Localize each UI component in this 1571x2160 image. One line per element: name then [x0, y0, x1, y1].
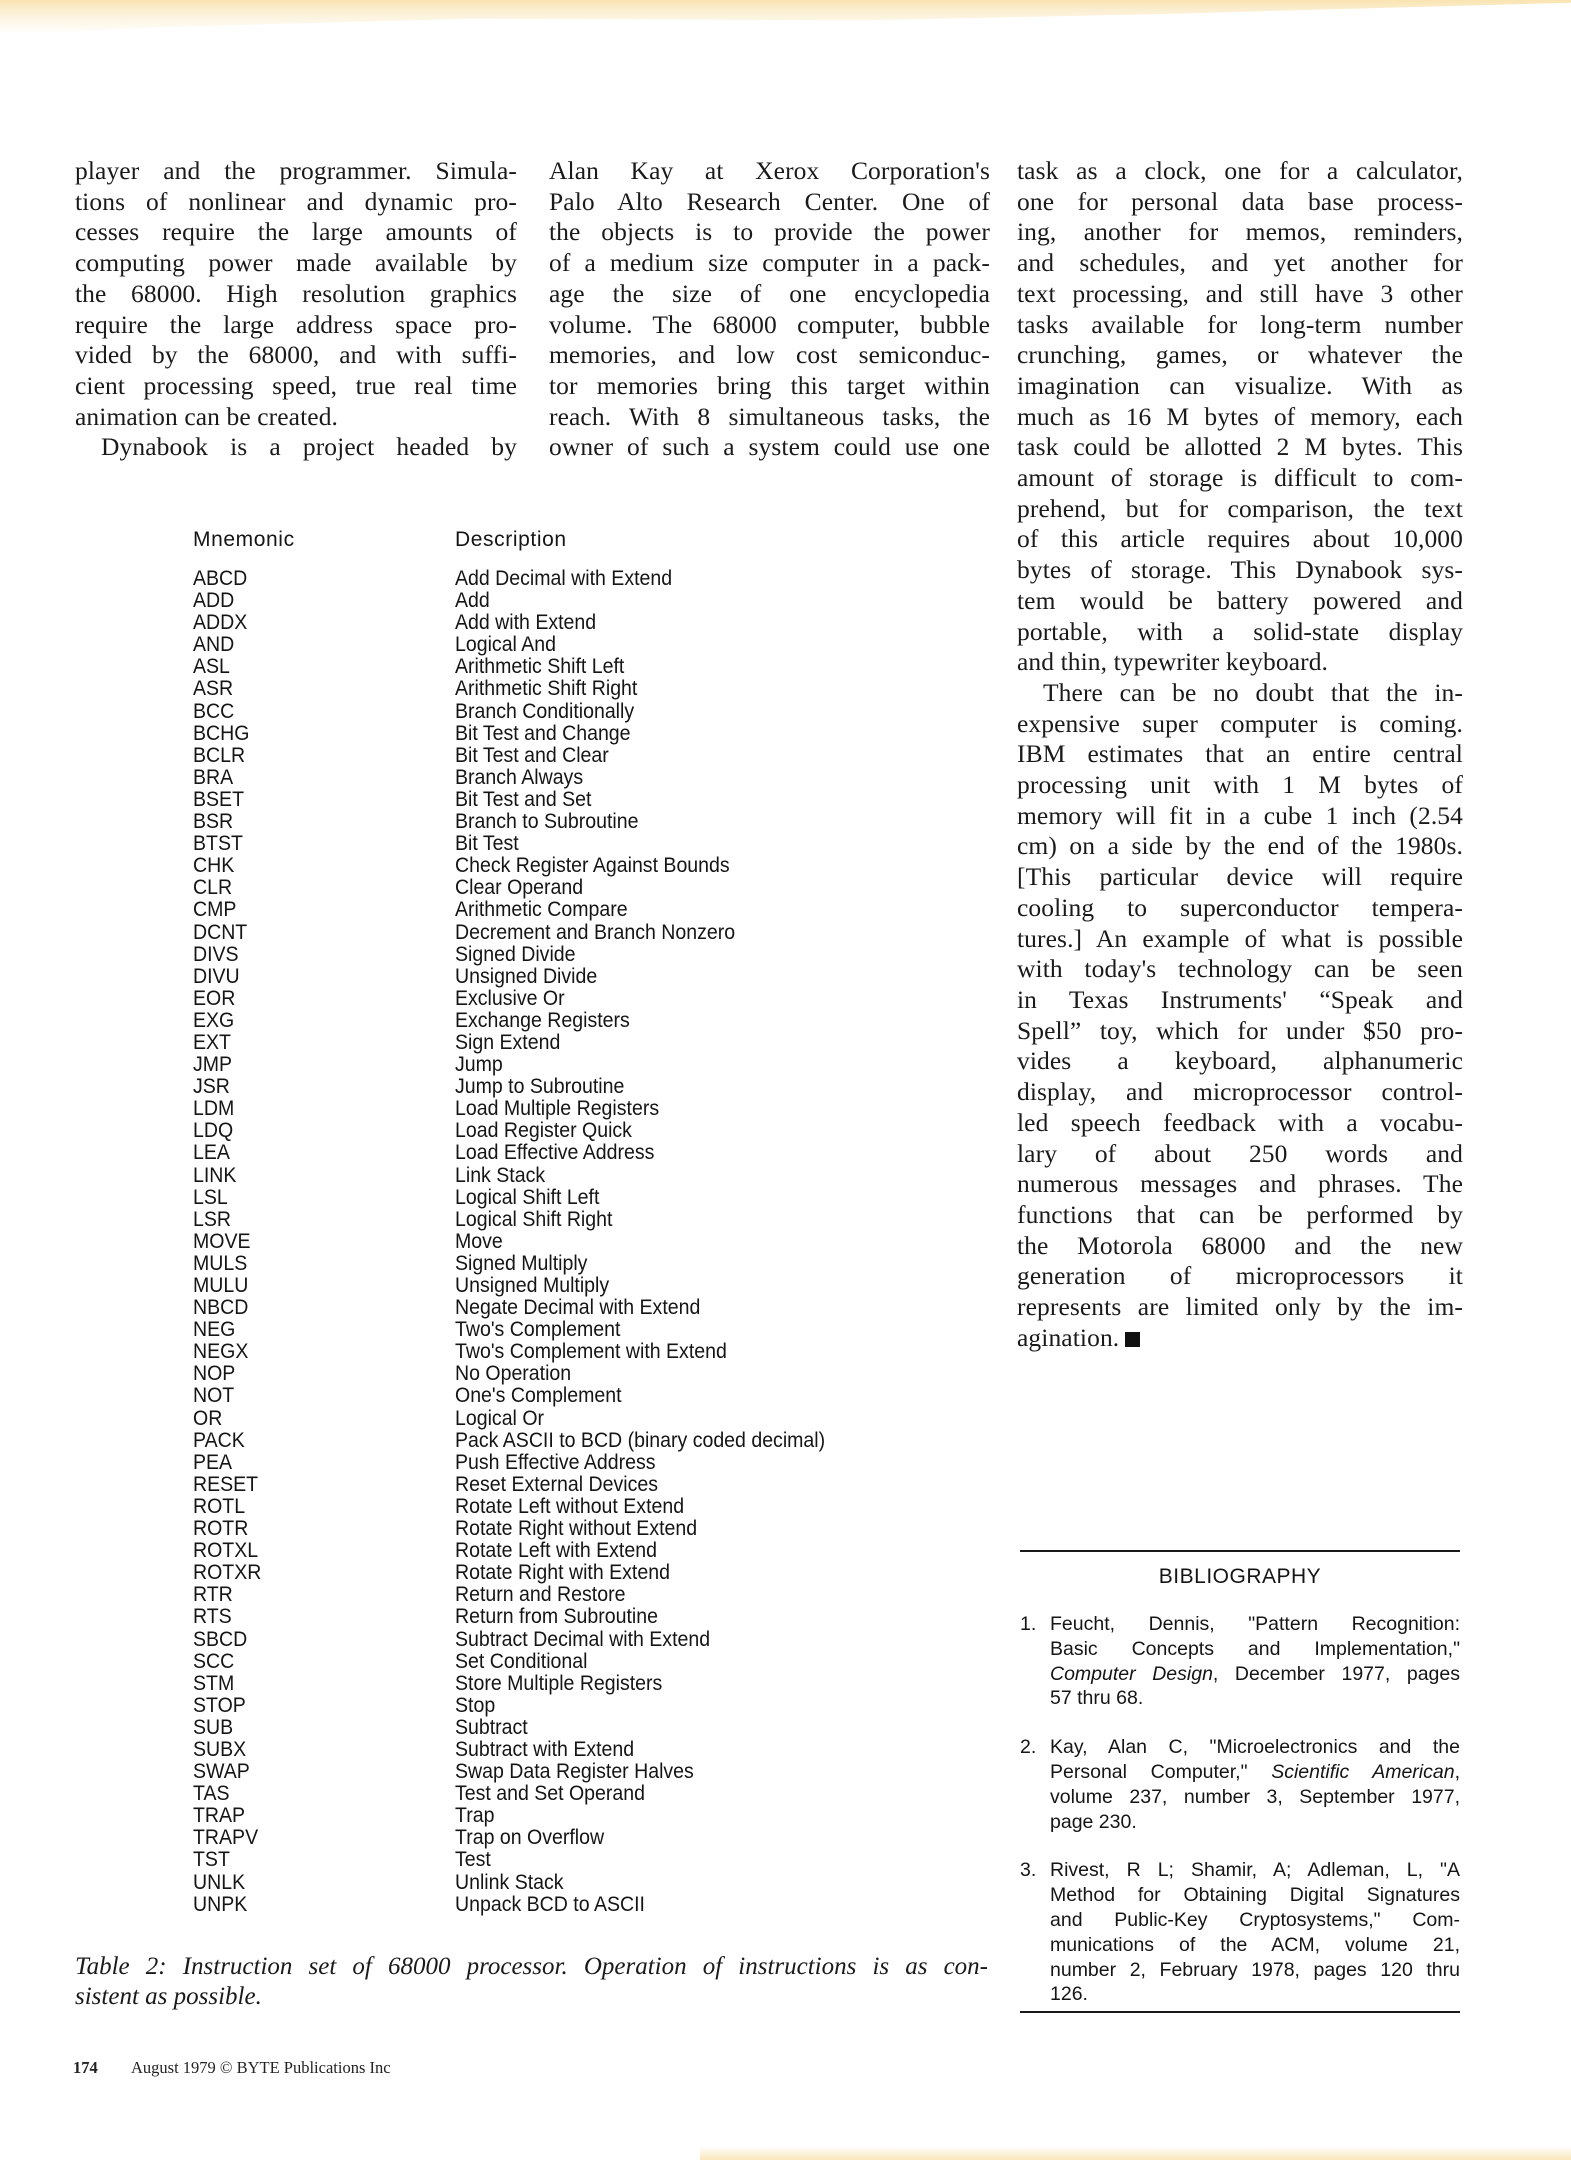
- text-line: generation of microprocessors it: [1017, 1261, 1463, 1291]
- description-cell: Rotate Right with Extend: [455, 1561, 670, 1585]
- table-row: [193, 1562, 953, 1584]
- table-row: [193, 1540, 953, 1562]
- text-line: task as a clock, one for a calculator,: [1017, 156, 1463, 185]
- mnemonic-cell: LDM: [193, 1097, 235, 1121]
- mnemonic-cell: ROTL: [193, 1494, 246, 1518]
- mnemonic-cell: STOP: [193, 1693, 246, 1717]
- description-cell: Subtract: [455, 1715, 528, 1739]
- description-cell: Load Register Quick: [455, 1119, 632, 1143]
- description-cell: Test: [455, 1848, 491, 1872]
- text-line: tasks available for long-term number: [1017, 309, 1463, 339]
- description-cell: Add Decimal with Extend: [455, 567, 673, 590]
- header-mnemonic: Mnemonic: [193, 528, 295, 551]
- text-line: amount of storage is difficult to com-: [1017, 463, 1463, 493]
- body-column-middle: [549, 156, 990, 463]
- text-line: display, and microprocessor control-: [1017, 1077, 1463, 1107]
- mnemonic-cell: EOR: [193, 986, 236, 1010]
- table-row: [193, 1341, 953, 1363]
- entry-line: Basic Concepts and Implementation,": [1050, 1637, 1460, 1660]
- mnemonic-cell: ADD: [193, 589, 235, 613]
- text-line: much as 16 M bytes of memory, each: [1017, 401, 1463, 431]
- description-cell: Add: [455, 589, 490, 613]
- table-row: [193, 723, 953, 745]
- table-row: [193, 1142, 953, 1164]
- text-line: expensive super computer is coming.: [1017, 708, 1463, 738]
- description-cell: Rotate Right without Extend: [455, 1517, 698, 1541]
- description-cell: Push Effective Address: [455, 1450, 656, 1474]
- text-line: vided by the 68000, and with suffi-: [75, 340, 517, 370]
- text-line: tures.] An example of what is possible: [1017, 923, 1463, 953]
- mnemonic-cell: DIVS: [193, 942, 239, 966]
- bibliography-top-rule: [1020, 1550, 1460, 1552]
- table-row: [193, 1827, 953, 1849]
- text-line: owner of such a system could use one: [549, 432, 990, 462]
- table-row: [193, 966, 953, 988]
- table-row: [193, 1651, 953, 1673]
- table-row: [193, 1010, 953, 1032]
- text-line: Palo Alto Research Center. One of: [549, 186, 990, 216]
- bibliography-entry: [1020, 1735, 1460, 1834]
- mnemonic-cell: JSR: [193, 1075, 230, 1099]
- page-number: 174: [73, 2058, 98, 2077]
- description-cell: Logical Shift Left: [455, 1185, 600, 1209]
- table-caption: [75, 1952, 988, 2012]
- mnemonic-cell: BCC: [193, 699, 235, 723]
- text-line: Spell” toy, which for under $50 pro-: [1017, 1015, 1463, 1045]
- caption-line: Table 2: Instruction set of 68000 processor. Operation of instructions is as con-: [75, 1953, 988, 1980]
- table-row: [193, 1209, 953, 1231]
- mnemonic-cell: UNLK: [193, 1870, 246, 1894]
- text-line: ing, another for memos, reminders,: [1017, 217, 1463, 247]
- description-cell: Rotate Left without Extend: [455, 1494, 685, 1518]
- instruction-set-table: [193, 526, 953, 1916]
- text-line: memory will fit in a cube 1 inch (2.54: [1017, 800, 1463, 830]
- bibliography-box: [1020, 1550, 1460, 2013]
- description-cell: Return and Restore: [455, 1583, 626, 1607]
- text-line: tor memories bring this target within: [549, 370, 990, 400]
- description-cell: Add with Extend: [455, 611, 597, 635]
- text-line: and thin, typewriter keyboard.: [1017, 647, 1329, 677]
- text-line: in Texas Instruments' “Speak and: [1017, 984, 1463, 1014]
- text-line: cm) on a side by the end of the 1980s.: [1017, 831, 1463, 861]
- description-cell: Unsigned Multiply: [455, 1274, 610, 1297]
- mnemonic-cell: BSET: [193, 787, 245, 811]
- description-cell: Set Conditional: [455, 1649, 588, 1673]
- table-row: [193, 1408, 953, 1430]
- description-cell: Branch Conditionally: [455, 699, 635, 723]
- text-line: IBM estimates that an entire central: [1017, 739, 1463, 769]
- description-cell: Subtract with Extend: [455, 1737, 635, 1761]
- text-line: age the size of one encyclopedia: [549, 278, 990, 308]
- text-line: of a medium size computer in a pack-: [549, 248, 990, 278]
- entry-line: page 230.: [1050, 1810, 1137, 1833]
- description-cell: Branch Always: [455, 765, 584, 789]
- mnemonic-cell: OR: [193, 1406, 223, 1430]
- text-line: text processing, and still have 3 other: [1017, 278, 1463, 308]
- table-row: [193, 612, 953, 634]
- table-row: [193, 789, 953, 811]
- text-line: vides a keyboard, alphanumeric: [1017, 1046, 1463, 1076]
- description-cell: Branch to Subroutine: [455, 810, 639, 834]
- table-row: [193, 899, 953, 921]
- text-line: portable, with a solid-state display: [1017, 616, 1463, 646]
- entry-text: [1050, 1735, 1460, 1834]
- table-row: [193, 1165, 953, 1187]
- entry-line: munications of the ACM, volume 21,: [1050, 1933, 1460, 1956]
- description-cell: Negate Decimal with Extend: [455, 1296, 701, 1320]
- page-edge-discoloration-bottom: [700, 2146, 1571, 2160]
- table-row: [193, 568, 953, 590]
- entry-line: volume 237, number 3, September 1977,: [1050, 1785, 1460, 1808]
- entry-text: [1050, 1858, 1460, 2007]
- table-row: [193, 1297, 953, 1319]
- mnemonic-cell: SUB: [193, 1715, 234, 1739]
- text-line: processing unit with 1 M bytes of: [1017, 770, 1463, 800]
- table-row: [193, 855, 953, 877]
- table-row: [193, 1872, 953, 1894]
- description-cell: Return from Subroutine: [455, 1605, 659, 1629]
- mnemonic-cell: MOVE: [193, 1229, 251, 1253]
- text-line: cient processing speed, true real time: [75, 370, 517, 400]
- description-cell: Rotate Left with Extend: [455, 1539, 657, 1563]
- text-line: task could be allotted 2 M bytes. This: [1017, 432, 1463, 462]
- table-row: [193, 1783, 953, 1805]
- table-row: [193, 1695, 953, 1717]
- bibliography-entries: [1020, 1612, 1460, 2007]
- table-row: [193, 1496, 953, 1518]
- description-cell: Trap on Overflow: [455, 1826, 605, 1850]
- description-cell: Bit Test and Change: [455, 721, 631, 745]
- mnemonic-cell: SUBX: [193, 1737, 247, 1761]
- mnemonic-cell: ASR: [193, 677, 234, 701]
- mnemonic-cell: UNPK: [193, 1892, 248, 1916]
- text-line: There can be no doubt that the in-: [1043, 677, 1463, 707]
- description-cell: Bit Test and Set: [455, 787, 592, 811]
- table-row: [193, 922, 953, 944]
- mnemonic-cell: RTS: [193, 1605, 232, 1629]
- mnemonic-cell: STM: [193, 1671, 235, 1695]
- text-line: with today's technology can be seen: [1017, 954, 1463, 984]
- text-line: represents are limited only by the im-: [1017, 1292, 1463, 1322]
- table-row: [193, 1894, 953, 1916]
- description-cell: Logical And: [455, 633, 556, 657]
- description-cell: Stop: [455, 1693, 496, 1717]
- text-line: volume. The 68000 computer, bubble: [549, 309, 990, 339]
- mnemonic-cell: ROTXR: [193, 1561, 262, 1585]
- mnemonic-cell: LSR: [193, 1207, 231, 1231]
- text-line: led speech feedback with a vocabu-: [1017, 1107, 1463, 1137]
- description-cell: Swap Data Register Halves: [455, 1760, 694, 1784]
- table-row: [193, 877, 953, 899]
- description-cell: No Operation: [455, 1362, 572, 1386]
- mnemonic-cell: EXT: [193, 1030, 231, 1054]
- text-line: cesses require the large amounts of: [75, 217, 517, 247]
- text-line: of this article requires about 10,000: [1017, 524, 1463, 554]
- mnemonic-cell: NEG: [193, 1318, 236, 1342]
- entry-text: [1050, 1612, 1460, 1711]
- table-row: [193, 745, 953, 767]
- description-cell: Signed Multiply: [455, 1251, 588, 1275]
- table-row: [193, 1739, 953, 1761]
- entry-number: 3.: [1020, 1859, 1037, 1882]
- text-line: [This particular device will require: [1017, 862, 1463, 892]
- description-cell: Arithmetic Compare: [455, 898, 628, 922]
- description-cell: Two's Complement: [455, 1318, 621, 1342]
- mnemonic-cell: AND: [193, 633, 235, 657]
- table-row: [193, 1319, 953, 1341]
- text-line: the 68000. High resolution graphics: [75, 278, 517, 308]
- mnemonic-cell: RESET: [193, 1472, 259, 1496]
- entry-line: and Public-Key Cryptosystems," Com-: [1050, 1908, 1460, 1931]
- table-row: [193, 701, 953, 723]
- table-row: [193, 1076, 953, 1098]
- text-line: and schedules, and yet another for: [1017, 248, 1463, 278]
- description-cell: Unlink Stack: [455, 1870, 564, 1894]
- mnemonic-cell: TRAPV: [193, 1826, 259, 1850]
- text-line: prehend, but for comparison, the text: [1017, 493, 1463, 523]
- mnemonic-cell: ASL: [193, 655, 230, 679]
- mnemonic-cell: DCNT: [193, 920, 248, 944]
- description-cell: Arithmetic Shift Left: [455, 655, 625, 679]
- description-cell: Store Multiple Registers: [455, 1671, 663, 1695]
- mnemonic-cell: ADDX: [193, 611, 248, 635]
- entry-number: 2.: [1020, 1736, 1037, 1759]
- entry-line: 57 thru 68.: [1050, 1687, 1144, 1710]
- text-line: Alan Kay at Xerox Corporation's: [549, 156, 990, 185]
- mnemonic-cell: NOT: [193, 1384, 235, 1408]
- table-row: [193, 634, 953, 656]
- mnemonic-cell: PEA: [193, 1450, 233, 1474]
- mnemonic-cell: ROTXL: [193, 1539, 259, 1563]
- table-row: [193, 1098, 953, 1120]
- description-cell: Two's Complement with Extend: [455, 1340, 727, 1364]
- publication-title: Scientific American: [1271, 1760, 1455, 1783]
- table-row: [193, 1231, 953, 1253]
- text-line: memories, and low cost semiconduc-: [549, 340, 990, 370]
- table-row: [193, 1805, 953, 1827]
- text-line: animation can be created.: [75, 401, 339, 431]
- table-row: [193, 1187, 953, 1209]
- bibliography-entry: [1020, 1858, 1460, 2007]
- page-edge-discoloration-top: [0, 0, 1571, 34]
- entry-line: Feucht, Dennis, "Pattern Recognition:: [1050, 1613, 1460, 1635]
- mnemonic-cell: LEA: [193, 1141, 230, 1165]
- description-cell: Signed Divide: [455, 942, 576, 966]
- text-line: reach. With 8 simultaneous tasks, the: [549, 401, 990, 431]
- text-line: lary of about 250 words and: [1017, 1138, 1463, 1168]
- text-line: agination.: [1017, 1323, 1463, 1354]
- bibliography-bottom-rule: [1020, 2011, 1460, 2013]
- table-row: [193, 1363, 953, 1385]
- table-row: [193, 1385, 953, 1407]
- caption-line: sistent as possible.: [75, 1983, 262, 2010]
- entry-line: Rivest, R L; Shamir, A; Adleman, L, "A: [1050, 1859, 1460, 1882]
- description-cell: Sign Extend: [455, 1030, 561, 1054]
- table-row: [193, 1761, 953, 1783]
- bibliography-title: BIBLIOGRAPHY: [1158, 1565, 1322, 1588]
- table-row: [193, 833, 953, 855]
- entry-line: Personal Computer," Scientific American,: [1050, 1760, 1460, 1783]
- entry-number: 1.: [1020, 1613, 1037, 1635]
- table-row: [193, 811, 953, 833]
- description-cell: Check Register Against Bounds: [455, 854, 730, 878]
- body-column-left: [75, 156, 517, 463]
- bibliography-entry: [1020, 1612, 1460, 1711]
- description-cell: Test and Set Operand: [455, 1782, 646, 1806]
- text-line: player and the programmer. Simula-: [75, 156, 517, 185]
- mnemonic-cell: ABCD: [193, 567, 248, 590]
- table-row: [193, 1629, 953, 1651]
- description-cell: Jump to Subroutine: [455, 1075, 625, 1099]
- description-cell: Logical Or: [455, 1406, 545, 1430]
- text-line: functions that can be performed by: [1017, 1199, 1463, 1229]
- text-line: crunching, games, or whatever the: [1017, 340, 1463, 370]
- mnemonic-cell: CLR: [193, 876, 233, 900]
- page-footer: [73, 2058, 391, 2078]
- header-description: Description: [455, 528, 567, 551]
- mnemonic-cell: RTR: [193, 1583, 233, 1607]
- description-cell: Pack ASCII to BCD (binary coded decimal): [455, 1428, 826, 1452]
- mnemonic-cell: BRA: [193, 765, 234, 789]
- publication-title: Computer Design: [1050, 1662, 1213, 1685]
- entry-line: number 2, February 1978, pages 120 thru: [1050, 1958, 1460, 1981]
- mnemonic-cell: CHK: [193, 854, 235, 878]
- entry-line: Computer Design, December 1977, pages: [1050, 1662, 1460, 1685]
- table-row: [193, 1032, 953, 1054]
- description-cell: Clear Operand: [455, 876, 584, 900]
- entry-line: 126.: [1050, 1983, 1088, 2006]
- text-line: one for personal data base process-: [1017, 186, 1463, 216]
- table-row: [193, 1606, 953, 1628]
- table-row: [193, 1253, 953, 1275]
- description-cell: Bit Test: [455, 832, 519, 856]
- text-line: numerous messages and phrases. The: [1017, 1169, 1463, 1199]
- description-cell: Unpack BCD to ASCII: [455, 1892, 645, 1916]
- mnemonic-cell: TST: [193, 1848, 230, 1872]
- table-row: [193, 1275, 953, 1297]
- mnemonic-cell: BTST: [193, 832, 243, 856]
- mnemonic-cell: BCLR: [193, 743, 246, 767]
- text-line: the Motorola 68000 and the new: [1017, 1230, 1463, 1260]
- description-cell: Exclusive Or: [455, 986, 565, 1010]
- footer-imprint: August 1979 © BYTE Publications Inc: [131, 2058, 391, 2077]
- table-row: [193, 1717, 953, 1739]
- text-line: bytes of storage. This Dynabook sys-: [1017, 555, 1463, 585]
- table-row: [193, 1430, 953, 1452]
- mnemonic-cell: CMP: [193, 898, 237, 922]
- table-row: [193, 767, 953, 789]
- description-cell: Logical Shift Right: [455, 1207, 613, 1231]
- description-cell: Move: [455, 1229, 503, 1253]
- table-row: [193, 590, 953, 612]
- text-line: Dynabook is a project headed by: [101, 432, 517, 462]
- table-row: [193, 1474, 953, 1496]
- text-line: cooling to superconductor tempera-: [1017, 892, 1463, 922]
- mnemonic-cell: LINK: [193, 1163, 237, 1187]
- description-cell: Jump: [455, 1053, 503, 1077]
- table-row: [193, 1054, 953, 1076]
- mnemonic-cell: NOP: [193, 1362, 236, 1386]
- mnemonic-cell: JMP: [193, 1053, 233, 1077]
- table-row: [193, 1849, 953, 1871]
- mnemonic-cell: TAS: [193, 1782, 230, 1806]
- mnemonic-cell: TRAP: [193, 1804, 246, 1828]
- mnemonic-cell: NEGX: [193, 1340, 249, 1364]
- description-cell: Bit Test and Clear: [455, 743, 609, 767]
- description-cell: One's Complement: [455, 1384, 622, 1408]
- mnemonic-cell: SBCD: [193, 1627, 248, 1651]
- text-line: imagination can visualize. With as: [1017, 370, 1463, 400]
- mnemonic-cell: LDQ: [193, 1119, 234, 1143]
- description-cell: Load Multiple Registers: [455, 1097, 660, 1121]
- table-row: [193, 1120, 953, 1142]
- description-cell: Subtract Decimal with Extend: [455, 1627, 711, 1651]
- table-body: [193, 568, 953, 1916]
- mnemonic-cell: NBCD: [193, 1296, 249, 1320]
- table-row: [193, 944, 953, 966]
- table-row: [193, 1518, 953, 1540]
- text-line: tions of nonlinear and dynamic pro-: [75, 186, 517, 216]
- body-column-right: [1017, 156, 1463, 1353]
- mnemonic-cell: PACK: [193, 1428, 245, 1452]
- end-of-article-icon: [1125, 1332, 1140, 1347]
- mnemonic-cell: BSR: [193, 810, 234, 834]
- description-cell: Arithmetic Shift Right: [455, 677, 638, 701]
- mnemonic-cell: SWAP: [193, 1760, 250, 1784]
- mnemonic-cell: LSL: [193, 1185, 228, 1209]
- description-cell: Trap: [455, 1804, 495, 1828]
- text-line: the objects is to provide the power: [549, 217, 990, 247]
- mnemonic-cell: DIVU: [193, 964, 240, 988]
- mnemonic-cell: EXG: [193, 1008, 235, 1032]
- mnemonic-cell: BCHG: [193, 721, 250, 745]
- mnemonic-cell: ROTR: [193, 1517, 249, 1541]
- text-line: tem would be battery powered and: [1017, 585, 1463, 615]
- text-line: computing power made available by: [75, 248, 517, 278]
- description-cell: Link Stack: [455, 1163, 546, 1187]
- entry-line: Method for Obtaining Digital Signatures: [1050, 1884, 1460, 1907]
- description-cell: Load Effective Address: [455, 1141, 655, 1165]
- table-row: [193, 656, 953, 678]
- table-header-row: [193, 526, 953, 568]
- table-row: [193, 1673, 953, 1695]
- table-row: [193, 1452, 953, 1474]
- entry-line: Kay, Alan C, "Microelectronics and the: [1050, 1736, 1460, 1759]
- description-cell: Reset External Devices: [455, 1472, 658, 1496]
- mnemonic-cell: SCC: [193, 1649, 235, 1673]
- table-row: [193, 678, 953, 700]
- description-cell: Decrement and Branch Nonzero: [455, 920, 736, 944]
- description-cell: Unsigned Divide: [455, 964, 598, 988]
- text-line: require the large address space pro-: [75, 309, 517, 339]
- mnemonic-cell: MULU: [193, 1274, 249, 1297]
- table-row: [193, 988, 953, 1010]
- table-row: [193, 1584, 953, 1606]
- description-cell: Exchange Registers: [455, 1008, 630, 1032]
- mnemonic-cell: MULS: [193, 1251, 248, 1275]
